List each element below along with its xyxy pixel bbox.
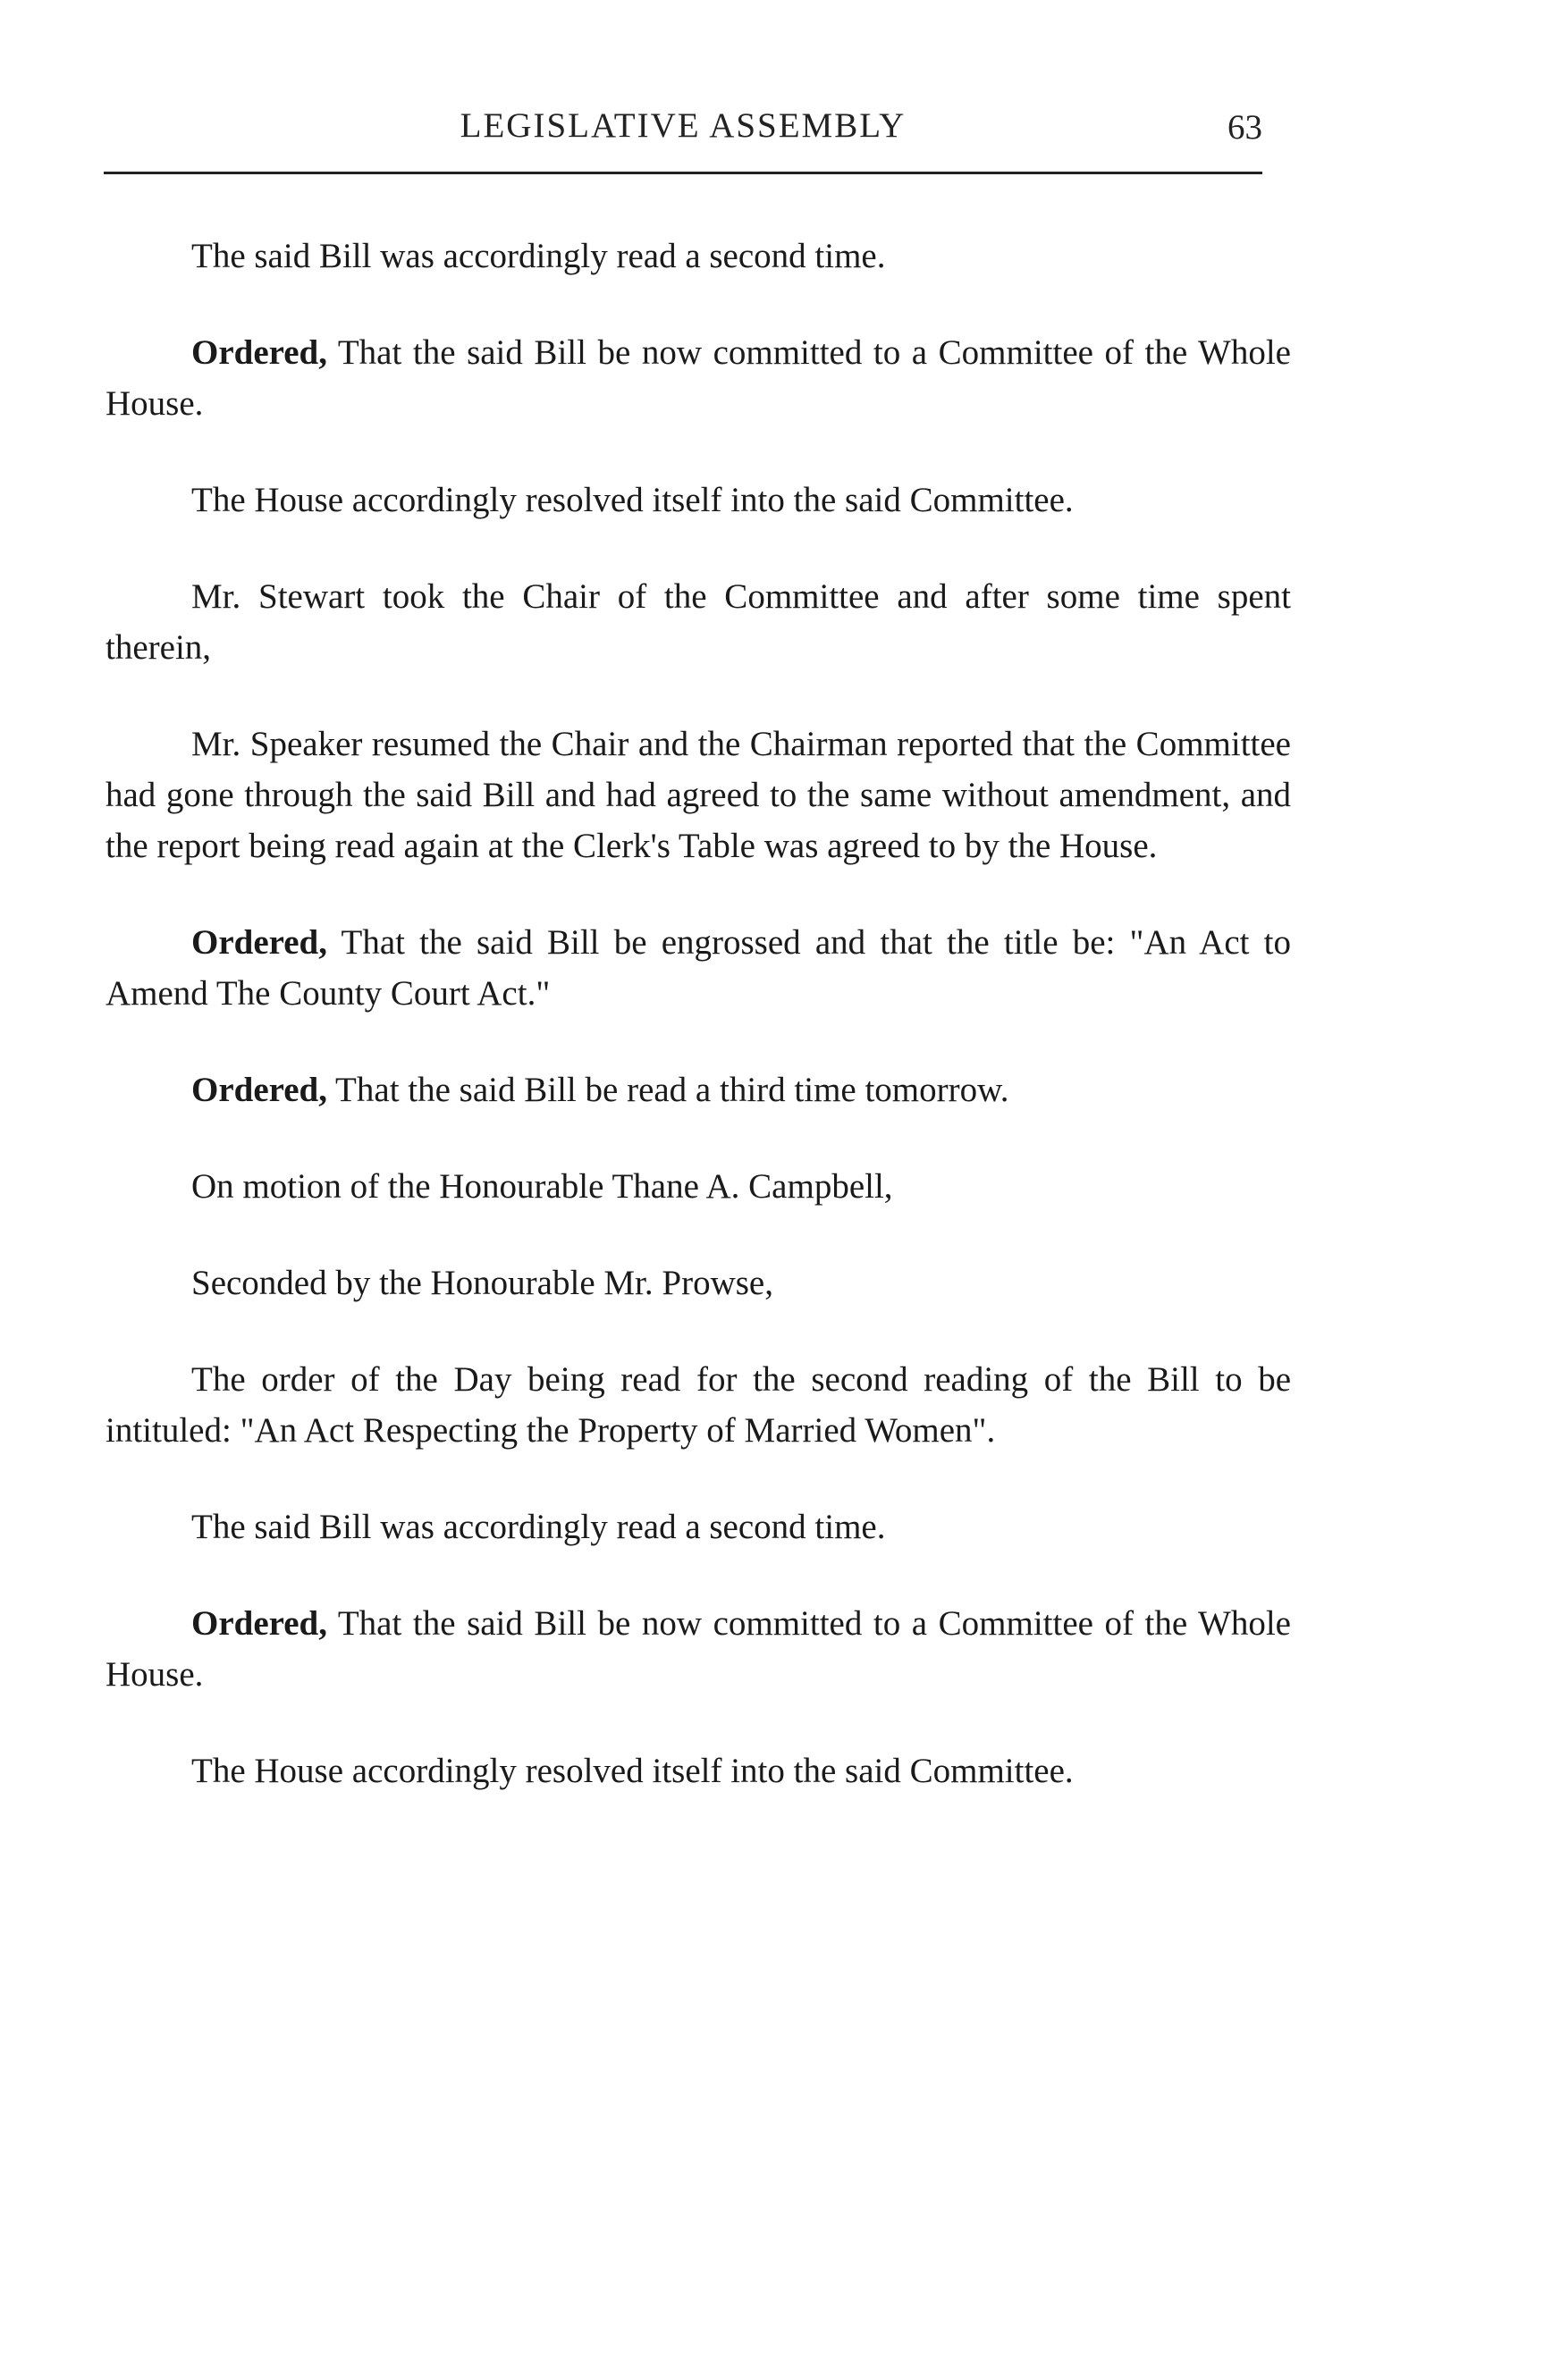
paragraph-text: The House accordingly resolved itself into the said Committee. — [191, 1752, 1074, 1790]
paragraph-text: Seconded by the Honourable Mr. Prowse, — [191, 1264, 773, 1302]
paragraph — [105, 1161, 1291, 1212]
paragraph-text: On motion of the Honourable Thane A. Campbell, — [191, 1167, 893, 1206]
body-text — [105, 231, 1291, 1842]
paragraph-text: That the said Bill be engrossed and that the title be: "An Act to Amend The County Court Act." — [105, 923, 1291, 1013]
page-number: 63 — [1227, 108, 1262, 147]
paragraph — [105, 475, 1291, 526]
paragraph-text: The said Bill was accordingly read a second time. — [191, 237, 886, 275]
paragraph — [105, 1745, 1291, 1796]
paragraph-text: The said Bill was accordingly read a second time. — [191, 1508, 886, 1546]
paragraph — [105, 231, 1291, 282]
paragraph — [105, 1501, 1291, 1552]
running-header — [104, 100, 1262, 154]
paragraph-text: Mr. Stewart took the Chair of the Committee and after some time spent therein, — [105, 577, 1291, 667]
paragraph-text: That the said Bill be read a third time tomorrow. — [327, 1071, 1009, 1109]
paragraph-text: That the said Bill be now committed to a Committee of the Whole House. — [105, 1604, 1291, 1694]
paragraph — [105, 1354, 1291, 1456]
paragraph — [105, 1064, 1291, 1115]
paragraph — [105, 1257, 1291, 1308]
paragraph-lead: Ordered, — [191, 1604, 328, 1643]
paragraph — [105, 719, 1291, 871]
paragraph-lead: Ordered, — [191, 923, 328, 962]
header-rule — [104, 172, 1262, 174]
paragraph-lead: Ordered, — [191, 1071, 328, 1109]
header-title: LEGISLATIVE ASSEMBLY — [460, 106, 907, 145]
paragraph-text: Mr. Speaker resumed the Chair and the Chairman reported that the Committee had gone through the said Bill and had agreed to the same without amendment, and the report being read again at the Clerk's Table was agreed to by the House. — [105, 725, 1291, 865]
paragraph — [105, 327, 1291, 429]
paragraph-lead: Ordered, — [191, 333, 328, 372]
paragraph — [105, 917, 1291, 1019]
paragraph-text: That the said Bill be now committed to a Committee of the Whole House. — [105, 333, 1291, 423]
paragraph-text: The House accordingly resolved itself into the said Committee. — [191, 481, 1074, 519]
paragraph — [105, 1598, 1291, 1700]
paragraph-text: The order of the Day being read for the second reading of the Bill to be intituled: "An Act Respecting the Property of Married Women". — [105, 1360, 1291, 1450]
paragraph — [105, 571, 1291, 673]
